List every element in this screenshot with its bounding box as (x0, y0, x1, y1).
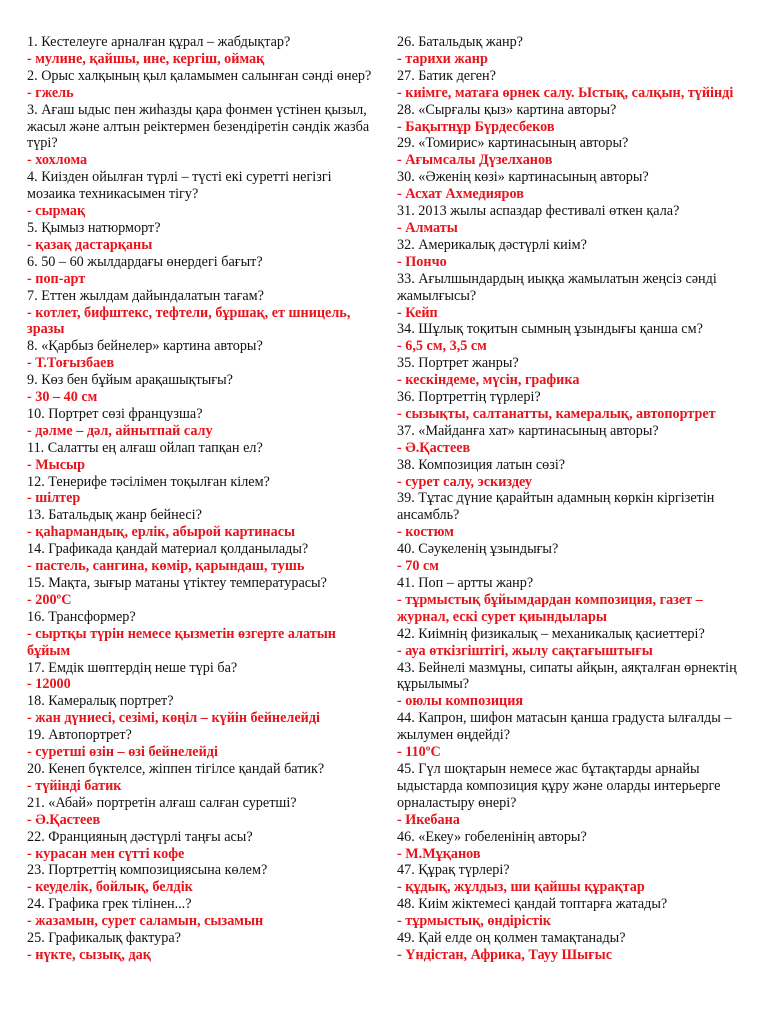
qa-item (27, 288, 375, 339)
question-text: 20. Кенеп бүктелсе, жіппен тігілсе қандай батик? (27, 760, 325, 777)
qa-item (27, 220, 375, 254)
question-text: 48. Киім жіктемесі қандай топтарға жатады? (397, 896, 668, 913)
question-text: 37. «Майданға хат» картинасының авторы? (397, 422, 659, 439)
answer-text: - жазамын, сурет саламын, сызамын (27, 913, 264, 930)
qa-item (397, 423, 742, 457)
qa-item (397, 490, 742, 541)
question-text: 9. Көз бен бұйым арақашықтығы? (27, 372, 233, 389)
qa-item (397, 237, 742, 271)
question-text: 46. «Екеу» гобеленінің авторы? (397, 828, 587, 845)
answer-text: - кеуделік, бойлық, белдік (27, 879, 193, 896)
answer-text: - Алматы (397, 219, 458, 236)
qa-item (27, 254, 375, 288)
question-text: 30. «Әженің көзі» картинасының авторы? (397, 169, 649, 186)
answer-text: - 12000 (27, 676, 71, 693)
question-text: 1. Кестелеуге арналған құрал – жабдықтар? (27, 34, 291, 50)
qa-item (27, 575, 375, 609)
answer-text: - 6,5 см, 3,5 см (397, 338, 487, 355)
answer-text: - Үндістан, Африка, Тауу Шығыс (397, 946, 613, 963)
answer-text: - сырмақ (27, 203, 86, 220)
qa-item (397, 541, 742, 575)
question-text: 21. «Абай» портретін алғаш салған суретші? (27, 794, 297, 811)
answer-text: - Мысыр (27, 456, 86, 473)
qa-item (27, 862, 375, 896)
answer-text: - Ә.Қастеев (397, 439, 471, 456)
question-text: 16. Трансформер? (27, 608, 136, 625)
answer-text: - сурет салу, эскиздеу (397, 473, 533, 490)
question-text: 19. Автопортрет? (27, 727, 132, 744)
answer-text: - Асхат Ахмедияров (397, 186, 524, 203)
question-text: 39. Тұтас дүние қарайтын адамның көркін кіргізетін ансамбль? (397, 490, 715, 524)
answer-text: - Бақытнұр Бүрдесбеков (397, 118, 555, 135)
answer-text: - пастель, сангина, көмір, қарындаш, тушь (27, 558, 305, 575)
qa-item (397, 169, 742, 203)
question-text: 42. Киімнің физикалық – механикалық қасиеттері? (397, 625, 705, 642)
answer-text: - қаһармандық, ерлік, абырой картинасы (27, 524, 296, 541)
question-text: 14. Графикада қандай материал қолданылады? (27, 541, 309, 558)
question-text: 11. Салатты ең алғаш ойлап тапқан ел? (27, 439, 263, 456)
answer-text: - жан дүниесі, сезімі, көңіл – күйін бейнелейді (27, 710, 320, 727)
question-text: 38. Композиция латын сөзі? (397, 456, 566, 473)
answer-text: - Ә.Қастеев (27, 811, 101, 828)
qa-item (397, 321, 742, 355)
qa-item (397, 102, 742, 136)
qa-item (27, 68, 375, 102)
answer-text: - дәлме – дәл, айнытпай салу (27, 422, 213, 439)
right-column (397, 34, 742, 964)
question-text: 29. «Томирис» картинасының авторы? (397, 135, 629, 152)
answer-text: - Ағымсалы Дүзелханов (397, 152, 553, 169)
answer-text: - мулине, қайшы, ине, кергіш, оймақ (27, 50, 265, 67)
qa-item (397, 862, 742, 896)
question-text: 2. Орыс халқының қыл қаламымен салынған сәнді өнер? (27, 67, 372, 84)
answer-text: - сызықты, салтанатты, камералық, автопортрет (397, 405, 716, 422)
qa-item (397, 660, 742, 711)
qa-item (27, 693, 375, 727)
answer-text: - гжель (27, 84, 74, 101)
answer-text: - котлет, бифштекс, тефтели, бұршақ, ет шницель, зразы (27, 304, 351, 338)
answer-text: - тұрмыстық, өндірістік (397, 913, 551, 930)
qa-item (27, 727, 375, 761)
question-text: 28. «Сырғалы қыз» картина авторы? (397, 101, 617, 118)
answer-text: - Т.Тоғызбаев (27, 355, 115, 372)
qa-item (397, 626, 742, 660)
qa-item (397, 68, 742, 102)
qa-item (397, 829, 742, 863)
question-text: 23. Портреттің композициясына көлем? (27, 862, 268, 879)
answer-text: - Кейп (397, 304, 438, 321)
question-text: 8. «Қарбыз бейнелер» картина авторы? (27, 338, 263, 355)
qa-item (27, 541, 375, 575)
question-text: 49. Қай елде оң қолмен тамақтанады? (397, 930, 626, 947)
answer-text: - тарихи жанр (397, 50, 488, 67)
answer-text: - хохлома (27, 152, 88, 169)
question-text: 6. 50 – 60 жылдардағы өнердегі бағыт? (27, 253, 263, 270)
question-text: 4. Киізден ойылған түрлі – түсті екі суретті негізгі мозаика техникасымен тігу? (27, 169, 332, 203)
answer-text: - нүкте, сызық, дақ (27, 946, 151, 963)
answer-text: - оюлы композиция (397, 693, 524, 710)
answer-text: - Икебана (397, 811, 460, 828)
qa-item (397, 575, 742, 626)
qa-item (27, 440, 375, 474)
qa-item (27, 169, 375, 220)
qa-item (27, 507, 375, 541)
qa-item (397, 135, 742, 169)
qa-item (27, 761, 375, 795)
left-column (27, 34, 375, 964)
question-text: 15. Мақта, зығыр матаны үтіктеу температурасы? (27, 575, 327, 591)
qa-item (397, 457, 742, 491)
answer-text: - қазақ дастарқаны (27, 236, 153, 253)
answer-text: - кескіндеме, мүсін, графика (397, 372, 580, 389)
qa-item (27, 795, 375, 829)
qa-item (397, 271, 742, 322)
question-text: 17. Емдік шөптердің неше түрі ба? (27, 659, 238, 676)
qa-item (397, 710, 742, 761)
question-text: 44. Капрон, шифон матасын қанша градуста ылғалды – жылумен өңдейді? (397, 710, 732, 744)
qa-item (27, 609, 375, 660)
answer-text: - 110ºС (397, 744, 441, 761)
qa-item (397, 34, 742, 68)
answer-text: - М.Мұқанов (397, 845, 481, 862)
question-text: 18. Камералық портрет? (27, 693, 174, 710)
question-text: 27. Батик деген? (397, 67, 496, 84)
qa-item (27, 102, 375, 170)
qa-item (27, 930, 375, 964)
question-text: 41. Поп – артты жанр? (397, 575, 534, 591)
qa-item (27, 660, 375, 694)
answer-text: - 200ºС (27, 591, 72, 608)
qa-item (397, 203, 742, 237)
question-text: 43. Бейнелі мазмұны, сипаты айқын, аяқталған өрнектің құрылымы? (397, 659, 737, 693)
question-text: 24. Графика грек тілінен...? (27, 896, 192, 913)
qa-item (397, 930, 742, 964)
qa-item (397, 761, 742, 829)
question-text: 3. Ағаш ыдыс пен жиһазды қара фонмен үстінен қызыл, жасыл және алтын реіктермен безендіретін сәндік жазба түрі? (27, 101, 370, 152)
question-text: 5. Қымыз натюрморт? (27, 219, 161, 236)
qa-item (397, 896, 742, 930)
question-text: 45. Гүл шоқтарын немесе жас бұтақтарды арнайы ыдыстарда композиция құру және оларды интерьерге орналастыру өнері? (397, 760, 721, 811)
question-text: 40. Сәукеленің ұзындығы? (397, 541, 559, 558)
qa-item (27, 474, 375, 508)
question-text: 34. Шұлық тоқитын сымның ұзындығы қанша см? (397, 321, 703, 338)
question-text: 22. Францияның дәстүрлі таңғы асы? (27, 828, 253, 845)
answer-text: - тұрмыстық бұйымдардан композиция, газет – журнал, ескі сурет қиындылары (397, 591, 703, 625)
question-text: 31. 2013 жылы аспаздар фестивалі өткен қала? (397, 203, 680, 220)
qa-item (27, 829, 375, 863)
answer-text: - түйінді батик (27, 777, 122, 794)
answer-text: - костюм (397, 524, 454, 541)
qa-item (27, 406, 375, 440)
qa-item (397, 389, 742, 423)
question-text: 10. Портрет сөзі французша? (27, 405, 203, 422)
answer-text: - 30 – 40 см (27, 389, 98, 406)
answer-text: - Пончо (397, 253, 447, 270)
answer-text: - шілтер (27, 490, 81, 507)
answer-text: - ауа өткізгіштігі, жылу сақтағыштығы (397, 642, 653, 659)
answer-text: - сыртқы түрін немесе қызметін өзгерте алатын бұйым (27, 625, 336, 659)
answer-text: - киімге, матаға өрнек салу. Ыстық, салқын, түйінді (397, 84, 734, 101)
answer-text: - суретші өзін – өзі бейнелейді (27, 744, 218, 761)
question-text: 12. Тенерифе тәсілімен тоқылған кілем? (27, 473, 270, 490)
question-text: 33. Ағылшындардың иыққа жамылатын жеңсіз сәнді жамылғысы? (397, 270, 717, 304)
question-text: 36. Портреттің түрлері? (397, 389, 541, 406)
qa-item (397, 355, 742, 389)
qa-item (27, 338, 375, 372)
qa-item (27, 372, 375, 406)
question-text: 47. Құрақ түрлері? (397, 862, 510, 879)
answer-text: - құдық, жұлдыз, ши қайшы құрақтар (397, 879, 645, 896)
answer-text: - курасан мен сүтті кофе (27, 845, 185, 862)
question-text: 13. Батальдық жанр бейнесі? (27, 507, 202, 524)
qa-item (27, 34, 375, 68)
question-text: 25. Графикалық фактура? (27, 930, 181, 947)
question-text: 7. Еттен жылдам дайындалатын тағам? (27, 287, 264, 304)
question-text: 32. Америкалық дәстүрлі киім? (397, 236, 587, 253)
question-text: 35. Портрет жанры? (397, 355, 519, 372)
answer-text: - 70 см (397, 558, 439, 575)
qa-item (27, 896, 375, 930)
question-text: 26. Батальдық жанр? (397, 34, 523, 50)
answer-text: - поп-арт (27, 270, 86, 287)
